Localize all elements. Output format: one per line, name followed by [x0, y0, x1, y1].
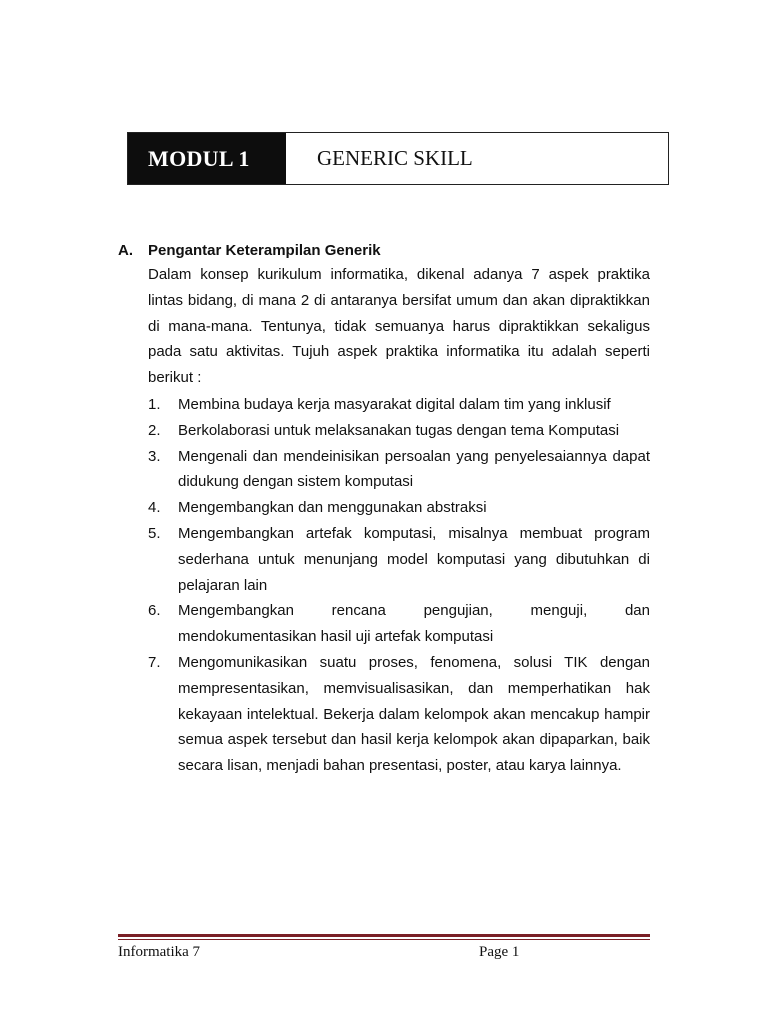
item-text: Mengembangkan rencana pengujian, menguji, dan mendokumentasikan hasil uji artefak komputasi — [178, 602, 650, 646]
section-title: Pengantar Keterampilan Generik — [148, 242, 381, 259]
item-text: Mengenali dan mendeinisikan persoalan yang penyelesaiannya dapat didukung dengan sistem komputasi — [178, 447, 650, 491]
footer-book-title: Informatika 7 — [118, 944, 201, 960]
footer-page-number: Page 1 — [479, 944, 520, 960]
intro-paragraph: Dalam konsep kurikulum informatika, dikenal adanya 7 aspek praktika lintas bidang, di mana 2 di antaranya bersifat umum dan akan dipraktikkan di mana-mana. Tentunya, tidak semuanya harus dipraktikkan sekaligus pada satu aktivitas. Tujuh aspek praktika informatika itu adalah seperti berikut : — [148, 266, 650, 387]
item-text: Mengembangkan artefak komputasi, misalnya membuat program sederhana untuk menunjang model komputasi yang dibutuhkan di pelajaran lain — [178, 524, 650, 594]
item-number: 4. — [148, 499, 161, 517]
item-number: 6. — [148, 602, 161, 620]
item-number: 5. — [148, 524, 161, 542]
list-item — [148, 392, 650, 418]
footer-rule — [118, 934, 650, 937]
list-item — [148, 418, 650, 444]
item-text: Membina budaya kerja masyarakat digital dalam tim yang inklusif — [178, 396, 611, 413]
footer-rule — [118, 939, 650, 940]
section-letter: A. — [118, 242, 133, 259]
item-number: 7. — [148, 653, 161, 671]
item-number: 3. — [148, 447, 161, 465]
module-label: MODUL 1 — [128, 133, 286, 184]
item-text: Berkolaborasi untuk melaksanakan tugas dengan tema Komputasi — [178, 421, 620, 439]
list-item — [148, 521, 650, 598]
list-item — [148, 495, 650, 521]
item-text: Mengomunikasikan suatu proses, fenomena, solusi TIK dengan mempresentasikan, memvisualisasikan, dan memperhatikan hak kekayaan intelektual. Bekerja dalam kelompok akan mencakup hampir semua aspek tersebut dan hasil kerja kelompok akan dipaparkan, baik secara lisan, menjadi bahan presentasi, poster, atau karya lainnya. — [178, 653, 650, 775]
module-header — [127, 132, 669, 185]
module-title: GENERIC SKILL — [317, 146, 473, 170]
list-item — [148, 650, 650, 779]
list-item — [148, 598, 650, 650]
section-heading — [118, 238, 381, 263]
list-item — [148, 444, 650, 496]
item-number: 1. — [148, 396, 161, 413]
praktika-list — [148, 392, 650, 779]
item-text: Mengembangkan dan menggunakan abstraksi — [178, 499, 487, 517]
item-number: 2. — [148, 421, 161, 439]
